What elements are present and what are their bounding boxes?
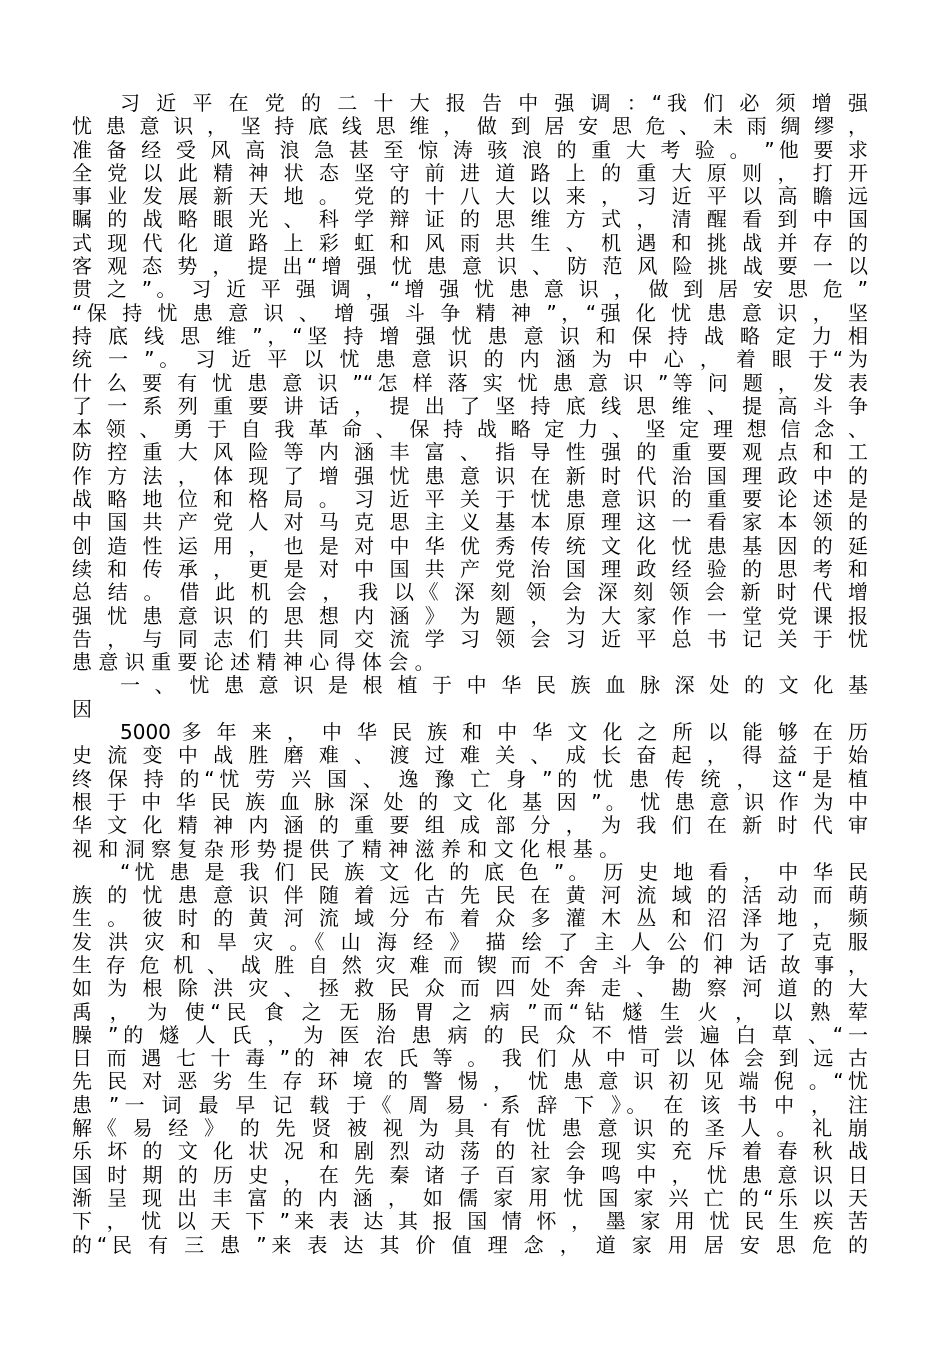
text-line: 式 现 代 化 道 路 上 彩 虹 和 风 雨 共 生 、 机 遇 和 挑 战 并 存 的 bbox=[72, 230, 868, 255]
text-line: 先 民 对 恶 劣 生 存 环 境 的 警 惕 ， 忧 患 意 识 初 见 端 倪 。“忧 bbox=[72, 1069, 868, 1094]
text-line: 根 于 中 华 民 族 血 脉 深 处 的 文 化 基 因 ”。 忧 患 意 识 作 为 中 bbox=[72, 789, 868, 814]
text-line: 创 造 性 运 用 ， 也 是 对 中 华 优 秀 传 统 文 化 忧 患 基 因 的 延 bbox=[72, 533, 868, 558]
text-line: 贯 之 ”。 习 近 平 强 调 ，“增 强 忧 患 意 识 ， 做 到 居 安 思 危 ” bbox=[72, 277, 868, 302]
text-line: “保 持 忧 患 意 识 、 增 强 斗 争 精 神 ”，“强 化 忧 患 意 识 ， 坚 bbox=[72, 300, 868, 325]
text-line: 生 存 危 机 、 战 胜 自 然 灾 难 而 锲 而 不 舍 斗 争 的 神 话 故 事 ， bbox=[72, 952, 868, 977]
text-line: 族 的 忧 患 意 识 伴 随 着 远 古 先 民 在 黄 河 流 域 的 活 动 而 萌 bbox=[72, 883, 868, 908]
text-line: 瞩 的 战 略 眼 光 、 科 学 辩 证 的 思 维 方 式 ， 清 醒 看 到 中 国 bbox=[72, 207, 868, 232]
text-line: 患 意 识 重 要 论 述 精 神 心 得 体 会 。 bbox=[72, 650, 435, 675]
text-line: 续 和 传 承 ， 更 是 对 中 国 共 产 党 治 国 理 政 经 验 的 思 考 和 bbox=[72, 556, 868, 581]
text-line: 习 近 平 在 党 的 二 十 大 报 告 中 强 调 ：“我 们 必 须 增 强 bbox=[120, 91, 868, 115]
text-line: 生 。 彼 时 的 黄 河 流 域 分 布 着 众 多 灌 木 丛 和 沼 泽 地 ， 频 bbox=[72, 906, 868, 931]
text-line: 禹 ， 为 使“民 食 之 无 肠 胃 之 病 ”而“钻 燧 生 火 ， 以 熟 荤 bbox=[72, 999, 868, 1024]
text-line: 渐 呈 现 出 丰 富 的 内 涵 ， 如 儒 家 用 忧 国 家 兴 亡 的“乐 以 天 bbox=[72, 1185, 868, 1210]
text-line: 忧 患 意 识 ， 坚 持 底 线 思 维 ， 做 到 居 安 思 危 、 未 雨 绸 缪 ， bbox=[72, 114, 868, 139]
text-line: 事 业 发 展 新 天 地 。 党 的 十 八 大 以 来 ， 习 近 平 以 高 瞻 远 bbox=[72, 184, 868, 209]
text-line: 防 控 重 大 风 险 等 内 涵 丰 富 、 指 导 性 强 的 重 要 观 点 和 工 bbox=[72, 440, 868, 465]
text-line: 统 一 ”。 习 近 平 以 忧 患 意 识 的 内 涵 为 中 心 ， 着 眼 于“为 bbox=[72, 347, 868, 372]
text-line: 作 方 法 ， 体 现 了 增 强 忧 患 意 识 在 新 时 代 治 国 理 政 中 的 bbox=[72, 463, 868, 488]
text-line: 告 ， 与 同 志 们 共 同 交 流 学 习 领 会 习 近 平 总 书 记 关 于 忧 bbox=[72, 626, 868, 651]
text-line: 本 领 、 勇 于 自 我 革 命 、 保 持 战 略 定 力 、 坚 定 理 想 信 念 、 bbox=[72, 417, 868, 442]
text-line: 总 结 。 借 此 机 会 ， 我 以《 深 刻 领 会 深 刻 领 会 新 时 代 增 bbox=[72, 580, 868, 605]
text-line: 持 底 线 思 维 ”，“坚 持 增 强 忧 患 意 识 和 保 持 战 略 定 力 相 bbox=[72, 323, 868, 348]
text-line: 视 和 洞 察 复 杂 形 势 提 供 了 精 神 滋 养 和 文 化 根 基 。 bbox=[72, 836, 620, 861]
text-line: 5000 多 年 来 ， 中 华 民 族 和 中 华 文 化 之 所 以 能 够 在 历 bbox=[120, 720, 868, 745]
text-line: 患 ”一 词 最 早 记 载 于《 周 易 · 系 辞 下 》。 在 该 书 中 ， 注 bbox=[72, 1092, 868, 1117]
text-line: 日 而 遇 七 十 毒 ”的 神 农 氏 等 。 我 们 从 中 可 以 体 会 到 远 古 bbox=[72, 1046, 868, 1071]
text-line: 如 为 根 除 洪 灾 、 拯 救 民 众 而 四 处 奔 走 、 勘 察 河 道 的 大 bbox=[72, 976, 868, 1001]
text-line: 强 忧 患 意 识 的 思 想 内 涵 》 为 题 ， 为 大 家 作 一 堂 党 课 报 bbox=[72, 603, 868, 628]
text-line: 终 保 持 的“忧 劳 兴 国 、 逸 豫 亡 身 ”的 忧 患 传 统 ， 这“是 植 bbox=[72, 766, 868, 791]
text-line: 臊 ”的 燧 人 氏 ， 为 医 治 患 病 的 民 众 不 惜 尝 遍 白 草 、“一 bbox=[72, 1022, 868, 1047]
text-line: 国 时 期 的 历 史 ， 在 先 秦 诸 子 百 家 争 鸣 中 ， 忧 患 意 识 日 bbox=[72, 1162, 868, 1187]
body-text bbox=[72, 92, 868, 1257]
text-line: 了 一 系 列 重 要 讲 话 ， 提 出 了 坚 持 底 线 思 维 、 提 高 斗 争 bbox=[72, 393, 868, 418]
text-line: 下 ， 忧 以 天 下 ”来 表 达 其 报 国 情 怀 ， 墨 家 用 忧 民 生 疾 苦 bbox=[72, 1209, 868, 1234]
text-line: 发 洪 灾 和 旱 灾 。《 山 海 经 》 描 绘 了 主 人 公 们 为 了 克 服 bbox=[72, 929, 868, 954]
text-line: 准 备 经 受 风 高 浪 急 甚 至 惊 涛 骇 浪 的 重 大 考 验 。 ”他 要 求 bbox=[72, 137, 868, 162]
text-line: 中 国 共 产 党 人 对 马 克 思 主 义 基 本 原 理 这 一 看 家 本 领 的 bbox=[72, 510, 868, 535]
text-line: “忧 患 是 我 们 民 族 文 化 的 底 色 ”。 历 史 地 看 ， 中 华 民 bbox=[120, 859, 868, 884]
text-line: 史 流 变 中 战 胜 磨 难 、 渡 过 难 关 、 成 长 奋 起 ， 得 益 于 始 bbox=[72, 743, 868, 768]
text-line: 客 观 态 势 ， 提 出“增 强 忧 患 意 识 、 防 范 风 险 挑 战 要 一 以 bbox=[72, 254, 868, 279]
text-line: 什 么 要 有 忧 患 意 识 ”“怎 样 落 实 忧 患 意 识 ”等 问 题 ， 发 表 bbox=[72, 370, 868, 395]
text-line: 战 略 地 位 和 格 局 。 习 近 平 关 于 忧 患 意 识 的 重 要 论 述 是 bbox=[72, 487, 868, 512]
text-line: 的“民 有 三 患 ”来 表 达 其 价 值 理 念 ， 道 家 用 居 安 思 危 的 bbox=[72, 1232, 868, 1257]
text-line: 乐 坏 的 文 化 状 况 和 剧 烈 动 荡 的 社 会 现 实 充 斥 着 春 秋 战 bbox=[72, 1139, 868, 1164]
text-line: 全 党 以 此 精 神 状 态 坚 守 前 进 道 路 上 的 重 大 原 则 ， 打 开 bbox=[72, 160, 868, 185]
text-line: 解《 易 经 》 的 先 贤 被 视 为 具 有 忧 患 意 识 的 圣 人 。 礼 崩 bbox=[72, 1116, 868, 1141]
text-line: 一 、 忧 患 意 识 是 根 植 于 中 华 民 族 血 脉 深 处 的 文 化 基 bbox=[120, 673, 868, 698]
text-line: 华 文 化 精 神 内 涵 的 重 要 组 成 部 分 ， 为 我 们 在 新 时 代 审 bbox=[72, 813, 868, 838]
text-line: 因 bbox=[72, 696, 92, 721]
